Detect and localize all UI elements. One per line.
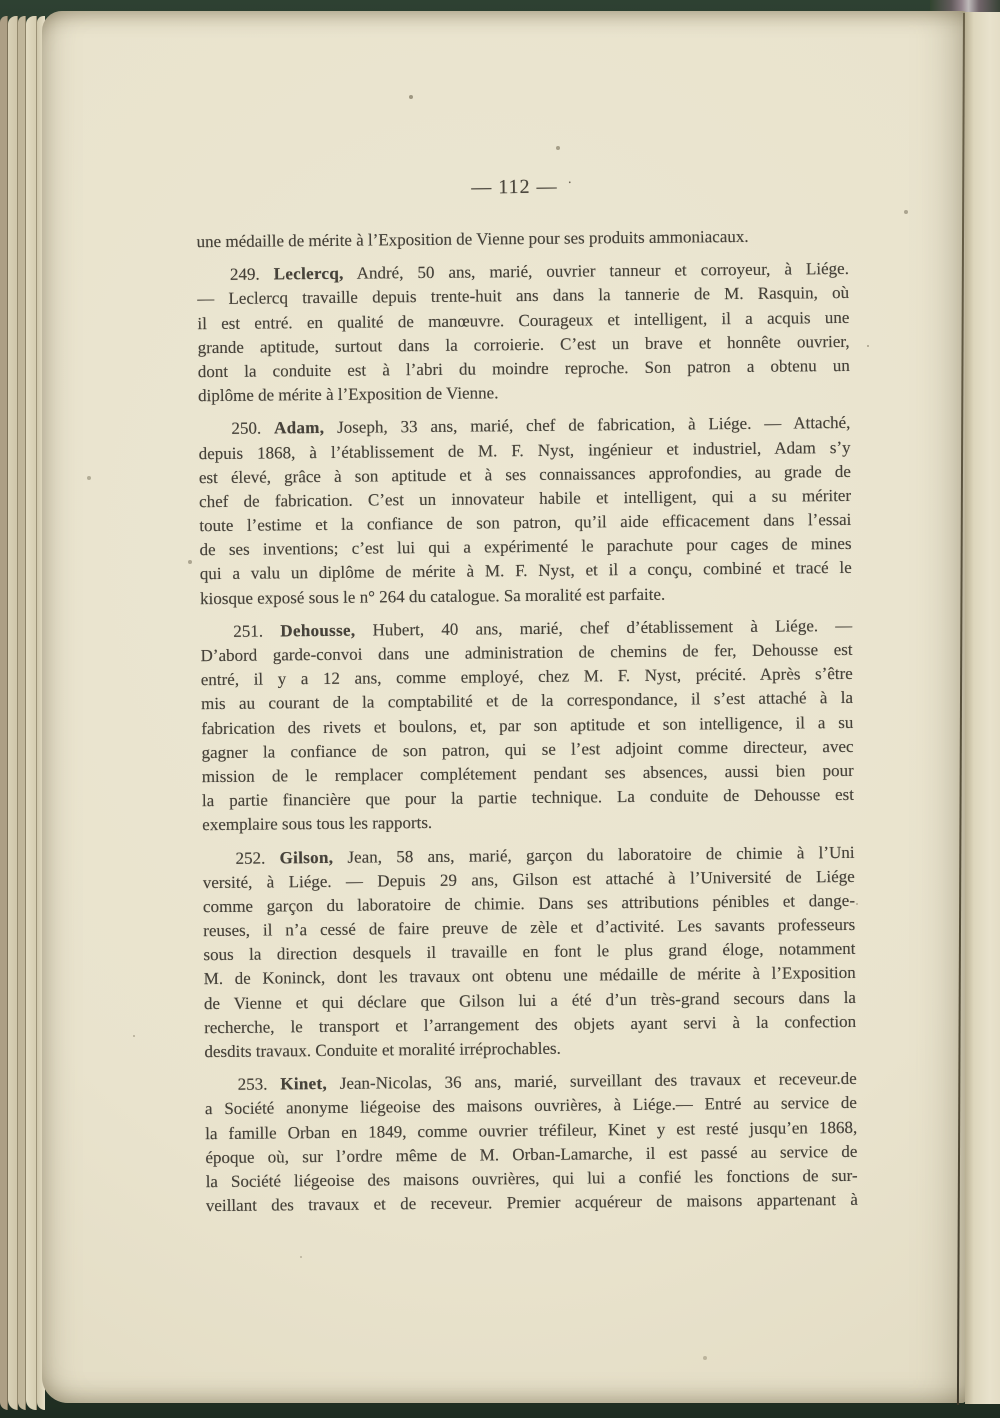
adjacent-page-sliver: [965, 12, 1000, 1404]
page-edge-stack: [18, 16, 26, 1410]
text-line: 249. Leclercq, André, 50 ans, marié, ouvrier tanneur et corroyeur, à Liége.: [229, 259, 850, 285]
text-line: gagner la confiance de son patron, qui se l’est adjoint comme directeur, avec: [201, 736, 854, 762]
text-line: veillant des travaux et de receveur. Premier acquéreur de maisons appartenant à: [205, 1189, 858, 1216]
text-line: a Société anonyme liégeoise des maisons ouvrières, à Liége.— Entré au service de: [204, 1093, 858, 1119]
text-line: D’abord garde-convoi dans une administration de chemins de fer, Dehousse est: [200, 639, 853, 666]
text-line: recherche, le transport et l’arrangement des objets ayant servi à la confection: [204, 1011, 857, 1037]
text-line: une médaille de mérite à l’Exposition de Vienne pour ses produits ammoniacaux.: [196, 226, 749, 252]
entry-251-dehousse: [200, 614, 854, 838]
entry-249-leclercq: [197, 257, 850, 408]
text-line: mis au courant de la comptabilité et de la correspondance, il s’est attaché à la: [200, 688, 854, 714]
text-line: il est entré. en qualité de manœuvre. Courageux et intelligent, il a acquis une: [197, 307, 850, 333]
page-header: [196, 172, 848, 202]
scan-speckles: [0, 0, 2, 2]
text-line: depuis 1868, à l’établissement de M. F. Nyst, ingénieur et industriel, Adam s’y: [198, 437, 851, 463]
entry-252-gilson: [202, 840, 856, 1064]
text-line: desdits travaux. Conduite et moralité irréprochables.: [204, 1038, 561, 1062]
entry-253-kinet: [205, 1067, 858, 1218]
text-line: exemplaire sous tous les rapports.: [202, 813, 433, 835]
page-content: [196, 172, 858, 1219]
page-text: [197, 224, 858, 1219]
stray-dot-mark: ·: [567, 174, 573, 190]
text-line: 251. Dehousse, Hubert, 40 ans, marié, chef d’établissement à Liége. —: [233, 615, 853, 641]
text-line: la famille Orban en 1849, comme ouvrier tréfileur, Kinet y est resté jusqu’en 1868,: [205, 1117, 858, 1143]
text-line: versité, à Liége. — Depuis 29 ans, Gilson est attaché à l’Université de Liége: [202, 866, 855, 892]
text-line: mission de le remplacer complétement pendant ses absences, aussi bien pour: [201, 760, 854, 787]
text-line: toute l’estime et la confiance de son patron, qu’il aide efficacement dans l’essai: [199, 509, 852, 536]
text-line: grande aptitude, surtout dans la corroierie. C’est un brave et honnête ouvrier,: [197, 331, 850, 357]
person-name: Kinet,: [280, 1074, 328, 1094]
text-line: la Société liégeoise des maisons ouvrières, qui lui a confié les fonctions de sur-: [205, 1165, 858, 1192]
text-line: comme garçon du laboratoire de chimie. Dans ses attributions pénibles et dange-: [202, 890, 856, 917]
text-line: kiosque exposé sous le n° 264 du catalogue. Sa moralité est parfaite.: [199, 584, 666, 608]
text-line: reuses, il n’a cessé de faire preuve de zèle et d’activité. Les savants professeurs: [203, 914, 856, 941]
person-name: Dehousse,: [280, 620, 356, 641]
page-edge-stack: [26, 16, 37, 1410]
text-line: chef de fabrication. C’est un innovateur habile et intelligent, qui a su mériter: [199, 485, 852, 512]
text-line: diplôme de mérite à l’Exposition de Vienne.: [198, 383, 499, 406]
text-line: sous la direction desquels il travaille en font le plus grand éloge, notamment: [203, 939, 856, 965]
text-line: qui a valu un diplôme de mérite à M. F. Nyst, et il a conçu, combiné et tracé le: [199, 558, 852, 584]
person-name: Adam,: [273, 418, 325, 438]
page-edge-stack: [0, 16, 8, 1410]
person-name: Gilson,: [279, 847, 334, 867]
text-line: la partie financière que pour la partie technique. La conduite de Dehousse est: [201, 785, 855, 811]
text-line: — Leclercq travaille depuis trente-huit ans dans la tannerie de M. Rasquin, où: [197, 283, 850, 309]
paragraph-248-continuation: [197, 224, 849, 254]
text-line: 250. Adam, Joseph, 33 ans, marié, chef de fabrication, à Liége. — Attaché,: [231, 413, 851, 439]
book-page: [42, 11, 966, 1403]
entry-250-adam: [198, 411, 852, 611]
text-line: entré, il y a 12 ans, comme employé, chez M. F. Nyst, précité. Après s’être: [200, 664, 853, 690]
text-line: de Vienne et qui déclare que Gilson lui a été d’un très-grand secours dans la: [203, 987, 856, 1013]
text-line: M. de Koninck, dont les travaux ont obtenu une médaille de mérite à l’Exposition: [203, 963, 856, 989]
text-line: 253. Kinet, Jean-Nicolas, 36 ans, marié, surveillant des travaux et receveur.de: [237, 1069, 857, 1094]
page-number: — 112 —: [471, 175, 558, 199]
text-line: est élevé, grâce à son aptitude et à ses connaissances approfondies, au grade de: [198, 461, 851, 487]
text-line: dont la conduite est à l’abri du moindre reproche. Son patron a obtenu un: [197, 355, 850, 382]
person-name: Leclercq,: [273, 263, 344, 284]
text-line: de ses inventions; c’est lui qui a expérimenté le parachute pour cages de mines: [199, 534, 852, 560]
text-line: époque où, sur l’ordre même de M. Orban-Lamarche, il est passé au service de: [205, 1141, 858, 1167]
text-line: fabrication des rivets et boulons, et, par son aptitude et son intelligence, il a su: [201, 712, 854, 738]
text-line: 252. Gilson, Jean, 58 ans, marié, garçon du laboratoire de chimie à l’Uni: [235, 842, 855, 868]
page-edge-stack: [8, 16, 18, 1410]
